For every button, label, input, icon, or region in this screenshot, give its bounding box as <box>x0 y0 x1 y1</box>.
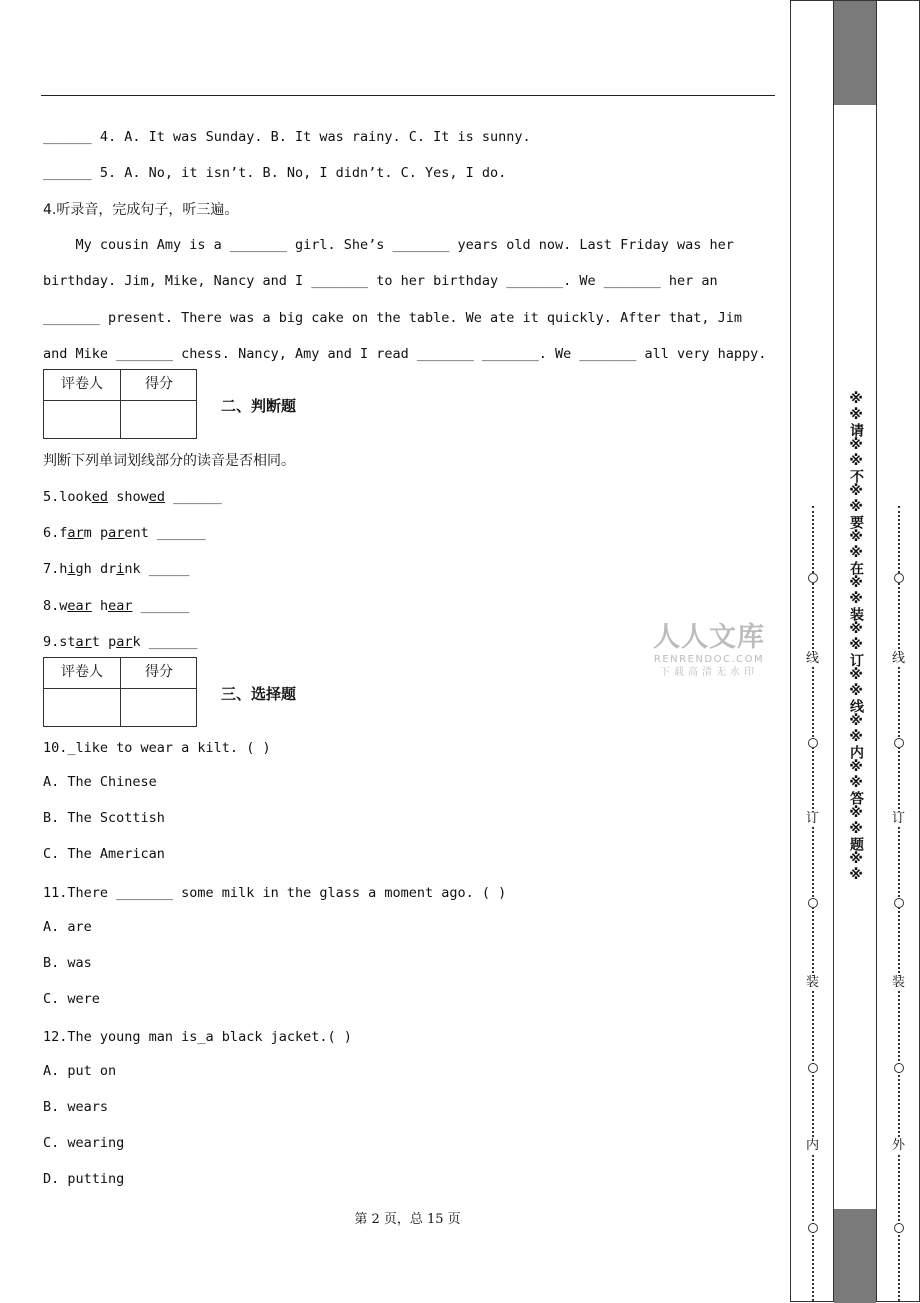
header-rule <box>41 95 775 96</box>
judge-item: 7.high drink _____ <box>43 561 190 577</box>
inner-strip <box>790 0 834 1302</box>
question-5 <box>43 165 506 181</box>
circle-marker <box>808 573 818 583</box>
answer-blank: ______ <box>148 634 198 650</box>
inner-label-xian: 线 <box>806 651 820 666</box>
option[interactable]: B. was <box>43 955 92 971</box>
option[interactable]: A. are <box>43 919 92 935</box>
score-cell[interactable] <box>121 689 197 727</box>
section-title: 三、选择题 <box>221 685 297 703</box>
grader-header: 评卷人 <box>44 370 121 401</box>
watermark-tagline: 下载高清无水印 <box>660 667 758 678</box>
passage-line: and Mike _______ chess. Nancy, Amy and I read _______ _______. We _______ all very happy. <box>43 346 767 362</box>
judge-item: 5.looked showed ______ <box>43 489 222 505</box>
circle-marker <box>894 898 904 908</box>
circle-marker <box>808 1223 818 1233</box>
option[interactable]: C. were <box>43 991 100 1007</box>
inner-label-zhuang: 装 <box>806 975 820 990</box>
binding-margin <box>789 0 920 1302</box>
circle-marker <box>894 1063 904 1073</box>
outer-label-wai: 外 <box>892 1138 906 1153</box>
answer-blank: ______ <box>43 129 92 145</box>
listening-heading: 4.听录音，完成句子，听三遍。 <box>43 202 239 218</box>
answer-blank: ______ <box>156 525 206 541</box>
circle-marker <box>808 898 818 908</box>
question-stem: 12.The young man is_a black jacket.( ) <box>43 1029 352 1045</box>
grader-cell[interactable] <box>44 689 121 727</box>
binding-notice: ※※请※※不※※要※※在※※装※※订※※线※※内※※答※※题※※ <box>848 391 864 883</box>
watermark-logo: 人人文库 <box>653 622 765 653</box>
passage-line: My cousin Amy is a _______ girl. She’s _______ years old now. Last Friday was her <box>43 237 734 253</box>
score-header: 得分 <box>121 658 197 689</box>
question-stem: 10._like to wear a kilt. ( ) <box>43 740 271 756</box>
inner-label-nei: 内 <box>806 1138 820 1153</box>
outer-label-xian: 线 <box>892 651 906 666</box>
page-footer: 第 2 页，总 15 页 <box>354 1212 461 1227</box>
option[interactable]: C. wearing <box>43 1135 125 1151</box>
score-table <box>43 369 197 439</box>
circle-marker <box>894 1223 904 1233</box>
gray-block-top <box>834 1 876 105</box>
option[interactable]: D. putting <box>43 1171 125 1187</box>
answer-blank: ______ <box>43 165 92 181</box>
option[interactable]: A. put on <box>43 1063 117 1079</box>
answer-blank: _____ <box>148 561 190 577</box>
judge-item: 6.farm parent ______ <box>43 525 206 541</box>
question-text: 5. A. No, it isn’t. B. No, I didn’t. C. Yes, I do. <box>91 165 507 181</box>
outer-label-ding: 订 <box>892 811 906 826</box>
outer-label-zhuang: 装 <box>892 975 906 990</box>
notice-strip <box>833 0 877 1302</box>
score-header: 得分 <box>121 370 197 401</box>
circle-marker <box>808 1063 818 1073</box>
option[interactable]: B. The Scottish <box>43 810 165 826</box>
option[interactable]: B. wears <box>43 1099 109 1115</box>
answer-blank: ______ <box>140 598 190 614</box>
watermark-domain: RENRENDOC.COM <box>653 654 765 665</box>
question-stem: 11.There _______ some milk in the glass a moment ago. ( ) <box>43 885 507 901</box>
judge-item: 8.wear hear ______ <box>43 598 190 614</box>
inner-label-ding: 订 <box>806 811 820 826</box>
passage-line: _______ present. There was a big cake on the table. We ate it quickly. After that, Jim <box>43 310 742 326</box>
judge-item: 9.start park ______ <box>43 634 198 650</box>
option[interactable]: C. The American <box>43 846 165 862</box>
circle-marker <box>894 573 904 583</box>
gray-block-bottom <box>834 1209 876 1303</box>
question-text: 4. A. It was Sunday. B. It was rainy. C. It is sunny. <box>91 129 531 145</box>
answer-blank: ______ <box>173 489 222 505</box>
circle-marker <box>808 738 818 748</box>
grader-header: 评卷人 <box>44 658 121 689</box>
watermark <box>646 622 772 680</box>
score-table <box>43 657 197 727</box>
section-instruction: 判断下列单词划线部分的读音是否相同。 <box>43 453 295 469</box>
section-title: 二、判断题 <box>221 397 297 415</box>
option[interactable]: A. The Chinese <box>43 774 157 790</box>
question-4 <box>43 129 531 145</box>
grader-cell[interactable] <box>44 401 121 439</box>
circle-marker <box>894 738 904 748</box>
score-cell[interactable] <box>121 401 197 439</box>
passage-line: birthday. Jim, Mike, Nancy and I _______ to her birthday _______. We _______ her an <box>43 273 718 289</box>
outer-strip <box>876 0 920 1302</box>
